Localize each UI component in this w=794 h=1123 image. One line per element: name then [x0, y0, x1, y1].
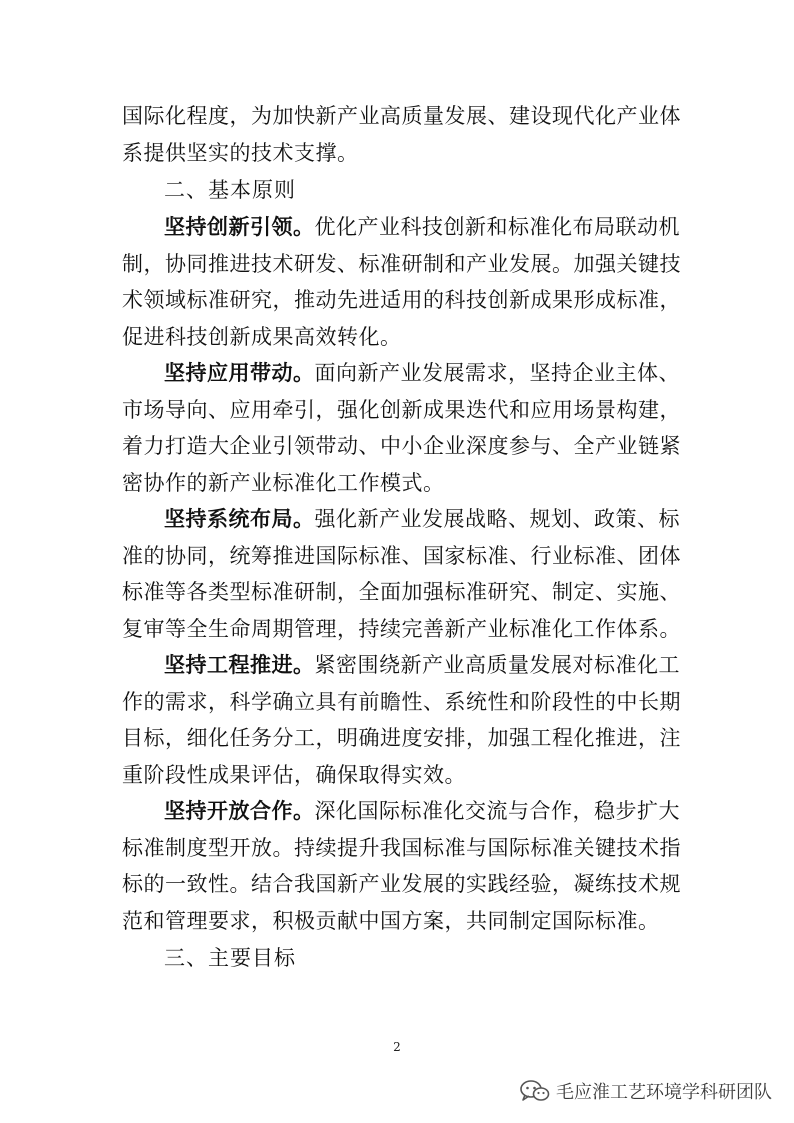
- principle-line: 密协作的新产业标准化工作模式。: [122, 470, 445, 495]
- intro-line-1: 国际化程度，为加快新产业高质量发展、建设现代化产业体: [122, 104, 681, 128]
- principle-first-line: [122, 647, 678, 684]
- principle-line: 目标，细化任务分工，明确进度安排，加强工程化推进，注: [122, 726, 681, 750]
- principle-line: 促进科技创新成果高效转化。: [122, 324, 402, 349]
- principle-line: 标准等各类型标准研制，全面加强标准研究、制定、实施、: [122, 580, 681, 604]
- principle-line: 制，协同推进技术研发、标准研制和产业发展。加强关键技: [122, 251, 681, 276]
- principle-line: 术领域标准研究，推动先进适用的科技创新成果形成标准，: [122, 288, 681, 312]
- principle-first-line-text: 深化国际标准化交流与合作，稳步扩大: [314, 799, 680, 823]
- principle-first-line-text: 紧密围绕新产业高质量发展对标准化工: [314, 653, 680, 677]
- principle-line: 范和管理要求，积极贡献中国方案，共同制定国际标准。: [122, 908, 660, 933]
- principle-first-line: [122, 209, 678, 246]
- principle-line: 复审等全生命周期管理，持续完善新产业标准化工作体系。: [122, 616, 681, 641]
- principle-lead: 坚持工程推进。: [164, 653, 315, 677]
- principle-lead: 坚持应用带动。: [164, 361, 315, 385]
- intro-line-2: 系提供坚实的技术支撑。: [122, 140, 359, 165]
- principle-lead: 坚持开放合作。: [164, 799, 315, 823]
- principle-line: 重阶段性成果评估，确保取得实效。: [122, 762, 466, 787]
- principle-line: 准的协同，统筹推进国际标准、国家标准、行业标准、团体: [122, 543, 681, 568]
- principle-line: 标的一致性。结合我国新产业发展的实践经验，凝练技术规: [122, 872, 681, 896]
- principle-paragraph-application: [122, 355, 681, 501]
- principle-paragraph-innovation: [122, 209, 681, 355]
- principle-first-line-text: 优化产业科技创新和标准化布局联动机: [314, 215, 680, 239]
- principle-paragraph-system: [122, 501, 681, 647]
- principle-line: 市场导向、应用牵引，强化创新成果迭代和应用场景构建，: [122, 397, 681, 422]
- document-body: [122, 98, 681, 977]
- wechat-icon: [520, 1079, 550, 1103]
- principle-first-line: [122, 793, 678, 830]
- watermark-text: 毛应淮工艺环境学科研团队: [556, 1082, 772, 1103]
- principle-lead: 坚持创新引领。: [164, 215, 315, 239]
- wechat-watermark: [520, 1078, 772, 1104]
- principle-first-line-text: 强化新产业发展战略、规划、政策、标: [314, 507, 680, 531]
- section-heading-main-goals: 三、主要目标: [164, 946, 296, 970]
- principle-line: 着力打造大企业引领带动、中小企业深度参与、全产业链紧: [122, 434, 681, 458]
- section-heading-basic-principles: 二、基本原则: [164, 178, 296, 202]
- principle-lead: 坚持系统布局。: [164, 507, 315, 531]
- principle-paragraph-openness: [122, 793, 681, 939]
- principle-paragraph-engineering: [122, 647, 681, 793]
- page-number: 2: [393, 1040, 401, 1054]
- principle-first-line: [122, 501, 678, 538]
- principle-first-line: [122, 355, 678, 392]
- principle-first-line-text: 面向新产业发展需求，坚持企业主体、: [314, 361, 680, 385]
- principle-line: 作的需求，科学确立具有前瞻性、系统性和阶段性的中长期: [122, 689, 681, 714]
- principle-line: 标准制度型开放。持续提升我国标准与国际标准关键技术指: [122, 835, 681, 860]
